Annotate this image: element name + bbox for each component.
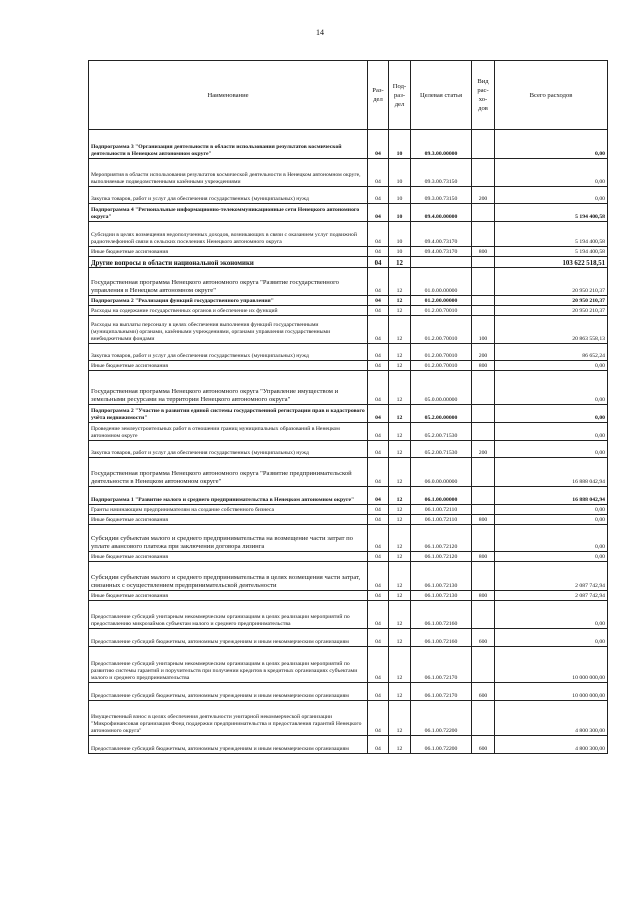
- cell-name: Субсидии субъектам малого и среднего предпринимательства в целях возмещения части затрат, связанных с осуществлением предпринимательской деятельности: [89, 562, 368, 591]
- cell-name: Подпрограмма 1 "Развитие малого и среднего предпринимательства в Ненецком автономном округе": [89, 487, 368, 505]
- table-row: [89, 647, 608, 683]
- cell-subsection: 10: [389, 204, 411, 222]
- cell-section: 04: [368, 268, 389, 296]
- column-header-target-article: Целевая статья: [411, 61, 472, 130]
- cell-section: 04: [368, 306, 389, 316]
- cell-section: 04: [368, 405, 389, 423]
- cell-subsection: 12: [389, 562, 411, 591]
- cell-total: 0,00: [495, 601, 608, 629]
- cell-target-article: 01.0.00.00000: [411, 268, 472, 296]
- cell-section: 04: [368, 515, 389, 525]
- cell-expense-type: 600: [472, 736, 495, 754]
- table-row: [89, 361, 608, 371]
- cell-total: 4 800 300,00: [495, 736, 608, 754]
- cell-target-article: 09.3.00.00000: [411, 130, 472, 159]
- cell-expense-type: 100: [472, 316, 495, 344]
- cell-target-article: 06.1.00.72110: [411, 505, 472, 515]
- cell-subsection: 12: [389, 515, 411, 525]
- cell-section: 04: [368, 296, 389, 306]
- cell-expense-type: [472, 306, 495, 316]
- cell-name: Иные бюджетные ассигнования: [89, 515, 368, 525]
- cell-section: 04: [368, 222, 389, 247]
- cell-subsection: 12: [389, 361, 411, 371]
- cell-name: Имущественный взнос в целях обеспечения деятельности унитарной некоммерческой организации "Микрофинансовая организация Фонд поддержки предпринимательства и предоставления гарантий Ненецкого автономного округа": [89, 701, 368, 736]
- table-row: [89, 562, 608, 591]
- cell-total: 16 888 042,94: [495, 458, 608, 487]
- cell-total: 0,00: [495, 187, 608, 204]
- table-row: [89, 405, 608, 423]
- cell-section: 04: [368, 601, 389, 629]
- cell-subsection: 12: [389, 647, 411, 683]
- cell-expense-type: [472, 268, 495, 296]
- cell-subsection: 12: [389, 423, 411, 441]
- cell-section: 04: [368, 683, 389, 701]
- cell-subsection: 10: [389, 130, 411, 159]
- cell-expense-type: [472, 525, 495, 552]
- cell-name: Предоставление субсидий бюджетным, автономным учреждениям и иным некоммерческим организациям: [89, 683, 368, 701]
- cell-target-article: 05.0.00.00000: [411, 371, 472, 405]
- cell-subsection: 10: [389, 187, 411, 204]
- cell-total: 0,00: [495, 130, 608, 159]
- cell-subsection: 12: [389, 268, 411, 296]
- cell-target-article: 05.2.00.00000: [411, 405, 472, 423]
- cell-section: 04: [368, 159, 389, 187]
- cell-total: 86 652,24: [495, 344, 608, 361]
- table-row: [89, 306, 608, 316]
- cell-subsection: 10: [389, 247, 411, 257]
- cell-expense-type: [472, 257, 495, 268]
- cell-section: 04: [368, 187, 389, 204]
- cell-total: 0,00: [495, 515, 608, 525]
- cell-total: 103 622 518,51: [495, 257, 608, 268]
- cell-target-article: 06.1.00.72130: [411, 562, 472, 591]
- cell-total: 5 194 400,58: [495, 247, 608, 257]
- column-header-section: Раз-дел: [368, 61, 389, 130]
- cell-expense-type: [472, 505, 495, 515]
- cell-name: Субсидии субъектам малого и среднего предпринимательства на возмещение части затрат по уплате авансового платежа при заключении договора лизинга: [89, 525, 368, 552]
- cell-name: Расходы на содержание государственных органов и обеспечение их функций: [89, 306, 368, 316]
- cell-expense-type: [472, 701, 495, 736]
- table-row: [89, 629, 608, 647]
- cell-subsection: 12: [389, 552, 411, 562]
- cell-section: 04: [368, 736, 389, 754]
- cell-target-article: 01.2.00.70010: [411, 316, 472, 344]
- cell-target-article: 06.1.00.72170: [411, 647, 472, 683]
- cell-name: Предоставление субсидий унитарным некоммерческим организациям в целях реализации мероприятий по предоставлению микрозаймов субъектам малого и среднего предпринимательства: [89, 601, 368, 629]
- cell-expense-type: [472, 601, 495, 629]
- cell-target-article: 06.1.00.00000: [411, 487, 472, 505]
- cell-target-article: 06.1.00.72200: [411, 701, 472, 736]
- cell-section: 04: [368, 505, 389, 515]
- cell-subsection: 12: [389, 701, 411, 736]
- table-row: [89, 591, 608, 601]
- cell-target-article: 06.1.00.72170: [411, 683, 472, 701]
- cell-target-article: 01.2.00.70010: [411, 361, 472, 371]
- cell-name: Предоставление субсидий унитарным некоммерческим организациям в целях реализации мероприятий по развитию системы гарантий и поручительств при получении кредитов в кредитных организациях субъектами малого и среднего предпринимательства: [89, 647, 368, 683]
- cell-expense-type: 800: [472, 361, 495, 371]
- cell-section: 04: [368, 423, 389, 441]
- cell-target-article: 01.2.00.00000: [411, 296, 472, 306]
- cell-target-article: 06.1.00.72120: [411, 552, 472, 562]
- cell-name: Мероприятия в области использования результатов космической деятельности в Ненецком автономном округе, выполняемые подведомственными казёнными учреждениями: [89, 159, 368, 187]
- table-body: [89, 61, 608, 754]
- table-row: [89, 441, 608, 458]
- column-header-expense-type: Вид рас-хо-дов: [472, 61, 495, 130]
- cell-section: 04: [368, 591, 389, 601]
- table-row: [89, 268, 608, 296]
- cell-subsection: 12: [389, 441, 411, 458]
- cell-name: Другие вопросы в области национальной экономики: [89, 257, 368, 268]
- cell-subsection: 12: [389, 344, 411, 361]
- cell-expense-type: 200: [472, 344, 495, 361]
- cell-name: Предоставление субсидий бюджетным, автономным учреждениям и иным некоммерческим организациям: [89, 736, 368, 754]
- cell-expense-type: [472, 458, 495, 487]
- cell-total: 16 888 042,94: [495, 487, 608, 505]
- column-header-total: Всего расходов: [495, 61, 608, 130]
- cell-subsection: 12: [389, 405, 411, 423]
- cell-section: 04: [368, 552, 389, 562]
- table-row: [89, 222, 608, 247]
- cell-target-article: 06.1.00.72120: [411, 525, 472, 552]
- cell-target-article: 06.1.00.72200: [411, 736, 472, 754]
- cell-section: 04: [368, 247, 389, 257]
- cell-name: Государственная программа Ненецкого автономного округа "Развитие государственного управления в Ненецком автономном округе": [89, 268, 368, 296]
- cell-total: 0,00: [495, 405, 608, 423]
- cell-subsection: 12: [389, 316, 411, 344]
- cell-name: Субсидии в целях возмещения недополученных доходов, возникающих в связи с оказанием услуг подвижной радиотелефонной связи в сельских поселениях Ненецкого автономного округа: [89, 222, 368, 247]
- cell-expense-type: [472, 296, 495, 306]
- cell-expense-type: [472, 222, 495, 247]
- cell-section: 04: [368, 441, 389, 458]
- cell-name: Закупка товаров, работ и услуг для обеспечения государственных (муниципальных) нужд: [89, 441, 368, 458]
- cell-expense-type: 600: [472, 683, 495, 701]
- cell-target-article: 09.4.00.73170: [411, 222, 472, 247]
- cell-total: 10 000 000,00: [495, 647, 608, 683]
- cell-expense-type: [472, 159, 495, 187]
- cell-expense-type: [472, 405, 495, 423]
- cell-subsection: 12: [389, 601, 411, 629]
- table-row: [89, 701, 608, 736]
- cell-expense-type: 800: [472, 591, 495, 601]
- cell-name: Подпрограмма 4 "Региональные информационно-телекоммуникационные сети Ненецкого автономного округа": [89, 204, 368, 222]
- cell-subsection: 12: [389, 371, 411, 405]
- cell-target-article: 01.2.00.70010: [411, 306, 472, 316]
- cell-section: 04: [368, 257, 389, 268]
- cell-target-article: [411, 257, 472, 268]
- cell-expense-type: 800: [472, 552, 495, 562]
- cell-section: 04: [368, 487, 389, 505]
- cell-expense-type: [472, 204, 495, 222]
- cell-subsection: 10: [389, 222, 411, 247]
- cell-name: Закупка товаров, работ и услуг для обеспечения государственных (муниципальных) нужд: [89, 344, 368, 361]
- cell-expense-type: [472, 130, 495, 159]
- cell-subsection: 12: [389, 296, 411, 306]
- cell-total: 2 087 742,94: [495, 562, 608, 591]
- table-row: [89, 204, 608, 222]
- cell-target-article: 01.2.00.70010: [411, 344, 472, 361]
- cell-total: 5 194 400,58: [495, 204, 608, 222]
- cell-total: 0,00: [495, 441, 608, 458]
- table-row: [89, 736, 608, 754]
- cell-name: Государственная программа Ненецкого автономного округа "Управление имуществом и земельными ресурсами на территории Ненецкого автономного округа": [89, 371, 368, 405]
- cell-name: Иные бюджетные ассигнования: [89, 591, 368, 601]
- cell-subsection: 12: [389, 487, 411, 505]
- cell-subsection: 12: [389, 591, 411, 601]
- cell-section: 04: [368, 458, 389, 487]
- cell-section: 04: [368, 361, 389, 371]
- cell-expense-type: [472, 487, 495, 505]
- cell-target-article: 09.4.00.73170: [411, 247, 472, 257]
- cell-total: 0,00: [495, 423, 608, 441]
- cell-target-article: 06.0.00.00000: [411, 458, 472, 487]
- cell-target-article: 06.1.00.72160: [411, 629, 472, 647]
- table-row: [89, 130, 608, 159]
- table-row: [89, 683, 608, 701]
- cell-expense-type: [472, 647, 495, 683]
- cell-subsection: 12: [389, 736, 411, 754]
- cell-name: Подпрограмма 2 "Реализация функций государственного управления": [89, 296, 368, 306]
- cell-total: 20 950 210,37: [495, 296, 608, 306]
- cell-name: Подпрограмма 2 "Участие в развитии единой системы государственной регистрации прав и кадастрового учёта недвижимости": [89, 405, 368, 423]
- table-row: [89, 515, 608, 525]
- cell-total: 4 800 300,00: [495, 701, 608, 736]
- cell-expense-type: 200: [472, 441, 495, 458]
- cell-total: 0,00: [495, 371, 608, 405]
- table-row: [89, 371, 608, 405]
- cell-name: Закупка товаров, работ и услуг для обеспечения государственных (муниципальных) нужд: [89, 187, 368, 204]
- cell-total: 20 950 210,37: [495, 306, 608, 316]
- cell-total: 20 863 558,13: [495, 316, 608, 344]
- cell-total: 0,00: [495, 525, 608, 552]
- table-row: [89, 552, 608, 562]
- cell-name: Расходы на выплаты персоналу в целях обеспечения выполнения функций государственными (муниципальными) органами, казёнными учреждениями, органами управления государственными внебюджетными фондами: [89, 316, 368, 344]
- table-row: [89, 257, 608, 268]
- page-number: 14: [316, 28, 324, 37]
- cell-subsection: 12: [389, 505, 411, 515]
- table-row: [89, 296, 608, 306]
- cell-section: 04: [368, 647, 389, 683]
- cell-total: 5 194 400,58: [495, 222, 608, 247]
- cell-expense-type: 800: [472, 247, 495, 257]
- table-row: [89, 423, 608, 441]
- table-row: [89, 525, 608, 552]
- cell-section: 04: [368, 344, 389, 361]
- cell-subsection: 12: [389, 257, 411, 268]
- cell-name: Иные бюджетные ассигнования: [89, 361, 368, 371]
- cell-expense-type: 600: [472, 629, 495, 647]
- table-row: [89, 187, 608, 204]
- cell-section: 04: [368, 204, 389, 222]
- column-header-name: Наименование: [89, 61, 368, 130]
- cell-subsection: 12: [389, 683, 411, 701]
- cell-expense-type: 200: [472, 187, 495, 204]
- cell-section: 04: [368, 130, 389, 159]
- cell-name: Иные бюджетные ассигнования: [89, 552, 368, 562]
- table-row: [89, 458, 608, 487]
- cell-subsection: 12: [389, 629, 411, 647]
- cell-name: Предоставление субсидий бюджетным, автономным учреждениям и иным некоммерческим организациям: [89, 629, 368, 647]
- cell-section: 04: [368, 316, 389, 344]
- cell-total: 0,00: [495, 159, 608, 187]
- cell-expense-type: [472, 423, 495, 441]
- cell-section: 04: [368, 629, 389, 647]
- cell-name: Подпрограмма 3 "Организация деятельности в области использования результатов космической деятельности в Ненецком автономном округе": [89, 130, 368, 159]
- cell-name: Проведение землеустроительных работ в отношении границ муниципальных образований в Ненецком автономном округе: [89, 423, 368, 441]
- table-row: [89, 316, 608, 344]
- table-row: [89, 505, 608, 515]
- cell-name: Иные бюджетные ассигнования: [89, 247, 368, 257]
- cell-name: Государственная программа Ненецкого автономного округа "Развитие предпринимательской деятельности в Ненецком автономном округе": [89, 458, 368, 487]
- cell-target-article: 09.3.00.73150: [411, 187, 472, 204]
- cell-subsection: 12: [389, 306, 411, 316]
- cell-target-article: 06.1.00.72110: [411, 515, 472, 525]
- table-row: [89, 247, 608, 257]
- cell-total: 0,00: [495, 629, 608, 647]
- cell-section: 04: [368, 371, 389, 405]
- cell-target-article: 05.2.00.71530: [411, 441, 472, 458]
- cell-section: 04: [368, 701, 389, 736]
- table-row: [89, 601, 608, 629]
- cell-target-article: 05.2.00.71530: [411, 423, 472, 441]
- table-row: [89, 344, 608, 361]
- cell-total: 2 087 742,94: [495, 591, 608, 601]
- cell-target-article: 09.4.00.00000: [411, 204, 472, 222]
- table-row: [89, 159, 608, 187]
- cell-subsection: 12: [389, 458, 411, 487]
- cell-total: 0,00: [495, 361, 608, 371]
- column-header-subsection: Под-раз-дел: [389, 61, 411, 130]
- cell-total: 20 950 210,37: [495, 268, 608, 296]
- cell-section: 04: [368, 525, 389, 552]
- cell-target-article: 06.1.00.72130: [411, 591, 472, 601]
- cell-target-article: 06.1.00.72160: [411, 601, 472, 629]
- cell-section: 04: [368, 562, 389, 591]
- cell-target-article: 09.3.00.73150: [411, 159, 472, 187]
- cell-expense-type: [472, 371, 495, 405]
- cell-total: 0,00: [495, 505, 608, 515]
- budget-table: [88, 60, 608, 754]
- cell-expense-type: 800: [472, 515, 495, 525]
- cell-total: 0,00: [495, 552, 608, 562]
- cell-expense-type: [472, 562, 495, 591]
- table-header-row: [89, 61, 608, 130]
- cell-name: Гранты начинающим предпринимателям на создание собственного бизнеса: [89, 505, 368, 515]
- cell-total: 10 000 000,00: [495, 683, 608, 701]
- cell-subsection: 12: [389, 525, 411, 552]
- table-row: [89, 487, 608, 505]
- cell-subsection: 10: [389, 159, 411, 187]
